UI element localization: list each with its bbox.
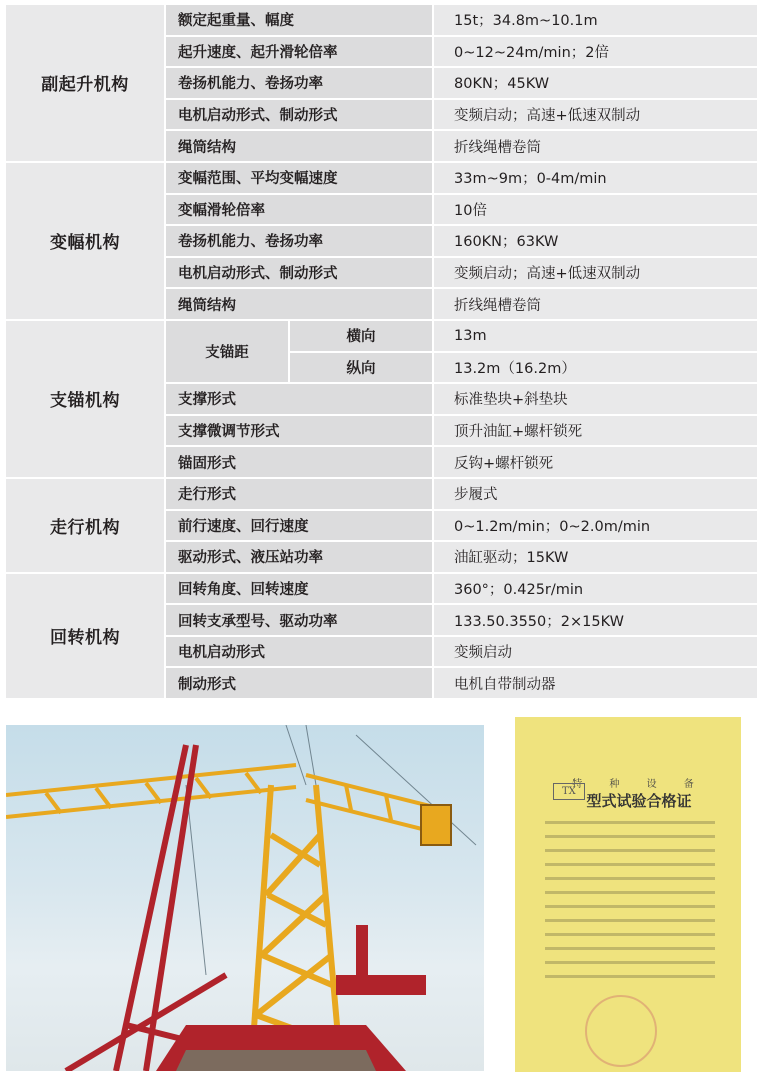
row-label: 绳筒结构	[166, 131, 434, 163]
row-value: 133.50.3550；2×15KW	[434, 605, 757, 637]
row-label: 制动形式	[166, 668, 434, 700]
spec-table	[6, 5, 757, 700]
row-label: 回转支承型号、驱动功率	[166, 605, 434, 637]
certificate-seal	[585, 995, 657, 1067]
row-label: 前行速度、回行速度	[166, 511, 434, 543]
row-label: 回转角度、回转速度	[166, 574, 434, 606]
row-value: 步履式	[434, 479, 757, 511]
row-value: 折线绳槽卷筒	[434, 289, 757, 321]
section-title: 走行机构	[6, 479, 166, 574]
table-row	[6, 479, 757, 511]
section-title: 支锚机构	[6, 321, 166, 479]
row-value: 80KN；45KW	[434, 68, 757, 100]
row-value: 顶升油缸+螺杆锁死	[434, 416, 757, 448]
row-label: 起升速度、起升滑轮倍率	[166, 37, 434, 69]
table-row	[6, 321, 757, 353]
row-label: 驱动形式、液压站功率	[166, 542, 434, 574]
certificate-image	[515, 717, 741, 1072]
row-value: 标准垫块+斜垫块	[434, 384, 757, 416]
certificate-badge: TX	[553, 783, 585, 800]
crane-illustration	[6, 725, 484, 1071]
table-row	[6, 5, 757, 37]
row-label: 走行形式	[166, 479, 434, 511]
row-value: 0~12~24m/min；2倍	[434, 37, 757, 69]
row-value: 10倍	[434, 195, 757, 227]
row-label: 卷扬机能力、卷扬功率	[166, 68, 434, 100]
row-label: 额定起重量、幅度	[166, 5, 434, 37]
section-title: 变幅机构	[6, 163, 166, 321]
row-value: 160KN；63KW	[434, 226, 757, 258]
row-label: 支撑形式	[166, 384, 434, 416]
anchor-label: 支锚距	[166, 321, 290, 384]
row-label: 电机启动形式、制动形式	[166, 100, 434, 132]
row-label: 变幅滑轮倍率	[166, 195, 434, 227]
row-label: 变幅范围、平均变幅速度	[166, 163, 434, 195]
row-value: 油缸驱动；15KW	[434, 542, 757, 574]
row-value: 反钩+螺杆锁死	[434, 447, 757, 479]
row-label: 电机启动形式	[166, 637, 434, 669]
row-value: 13.2m（16.2m）	[434, 353, 757, 385]
section-title: 回转机构	[6, 574, 166, 700]
row-value: 33m~9m；0-4m/min	[434, 163, 757, 195]
certificate-header: 特 种 设 备	[572, 779, 706, 790]
table-row	[6, 574, 757, 606]
row-value: 变频启动；高速+低速双制动	[434, 100, 757, 132]
certificate-text-lines	[545, 821, 715, 989]
table-row	[6, 163, 757, 195]
row-label: 支撑微调节形式	[166, 416, 434, 448]
section-title: 副起升机构	[6, 5, 166, 163]
row-label: 卷扬机能力、卷扬功率	[166, 226, 434, 258]
anchor-sub-label: 纵向	[290, 353, 434, 385]
row-value: 13m	[434, 321, 757, 353]
row-value: 360°；0.425r/min	[434, 574, 757, 606]
row-value: 电机自带制动器	[434, 668, 757, 700]
anchor-sub-label: 横向	[290, 321, 434, 353]
row-value: 变频启动	[434, 637, 757, 669]
row-value: 15t；34.8m~10.1m	[434, 5, 757, 37]
row-label: 锚固形式	[166, 447, 434, 479]
row-value: 折线绳槽卷筒	[434, 131, 757, 163]
row-label: 电机启动形式、制动形式	[166, 258, 434, 290]
row-value: 变频启动；高速+低速双制动	[434, 258, 757, 290]
certificate-title: 型式试验合格证	[586, 792, 692, 810]
crane-photo	[6, 725, 484, 1071]
row-label: 绳筒结构	[166, 289, 434, 321]
row-value: 0~1.2m/min；0~2.0m/min	[434, 511, 757, 543]
